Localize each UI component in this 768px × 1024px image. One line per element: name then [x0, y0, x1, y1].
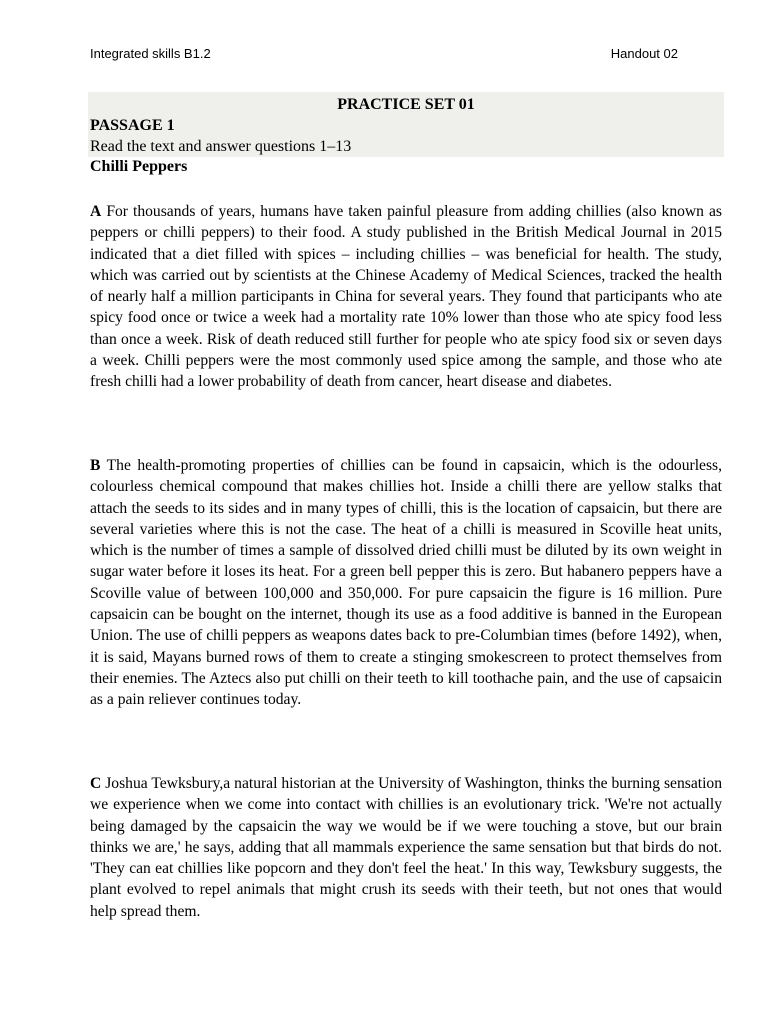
- article-title: Chilli Peppers: [90, 158, 188, 175]
- course-name: Integrated skills B1.2: [90, 46, 211, 61]
- paragraph-text: Joshua Tewksbury,a natural historian at the University of Washington, thinks the burning sensation we experience when we come into contact with chillies is an evolutionary trick. 'We're not actually being damaged by the capsaicin the way we would be if we were touching a stove, but our brain thinks we are,' he says, adding that all mammals experience the same sensation but that birds do not. 'They can eat chillies like popcorn and they don't feel the heat.' In this way, Tewksbury suggests, the plant evolved to repel animals that might crush its seeds with their teeth, but not ones that would help spread them.: [90, 775, 722, 920]
- paragraph-a: [90, 201, 722, 393]
- practice-set-banner: [88, 92, 724, 157]
- paragraph-letter: A: [90, 203, 102, 220]
- practice-set-title: PRACTICE SET 01: [337, 96, 475, 113]
- page-header: [90, 46, 678, 66]
- paragraph-b: [90, 455, 722, 711]
- paragraph-text: For thousands of years, humans have taken painful pleasure from adding chillies (also known as peppers or chilli peppers) to their food. A study published in the British Medical Journal in 2015 indicated that a diet filled with spices – including chillies – was beneficial for health. The study, which was carried out by scientists at the Chinese Academy of Medical Sciences, tracked the health of nearly half a million participants in China for several years. They found that participants who ate spicy food once or twice a week had a mortality rate 10% lower than those who ate spicy food less than once a week. Risk of death reduced still further for people who ate spicy food six or seven days a week. Chilli peppers were the most commonly used spice among the sample, and those who ate fresh chilli had a lower probability of death from cancer, heart disease and diabetes.: [90, 203, 723, 391]
- handout-number: Handout 02: [610, 46, 678, 61]
- paragraph-c: [90, 773, 722, 922]
- paragraph-letter: B: [90, 457, 101, 474]
- passage-instruction: Read the text and answer questions 1–13: [90, 138, 352, 155]
- passage-label: PASSAGE 1: [90, 117, 175, 134]
- paragraph-text: The health-promoting properties of chillies can be found in capsaicin, which is the odourless, colourless chemical compound that makes chillies hot. Inside a chilli there are yellow stalks that attach the seeds to its sides and in many types of chilli, this is the location of capsaicin, but there are several varieties where this is not the case. The heat of a chilli is measured in Scoville heat units, which is the number of times a sample of dissolved dried chilli must be diluted by its own weight in sugar water before it loses its heat. For a green bell pepper this is zero. But habanero peppers have a Scoville value of between 100,000 and 350,000. For pure capsaicin the figure is 16 million. Pure capsaicin can be bought on the internet, though its use as a food additive is banned in the European Union. The use of chilli peppers as weapons dates back to pre-Columbian times (before 1492), when, it is said, Mayans burned rows of them to create a stinging smokescreen to protect themselves from their enemies. The Aztecs also put chilli on their teeth to kill toothache pain, and the use of capsaicin as a pain reliever continues today.: [90, 457, 722, 709]
- paragraph-letter: C: [90, 775, 102, 792]
